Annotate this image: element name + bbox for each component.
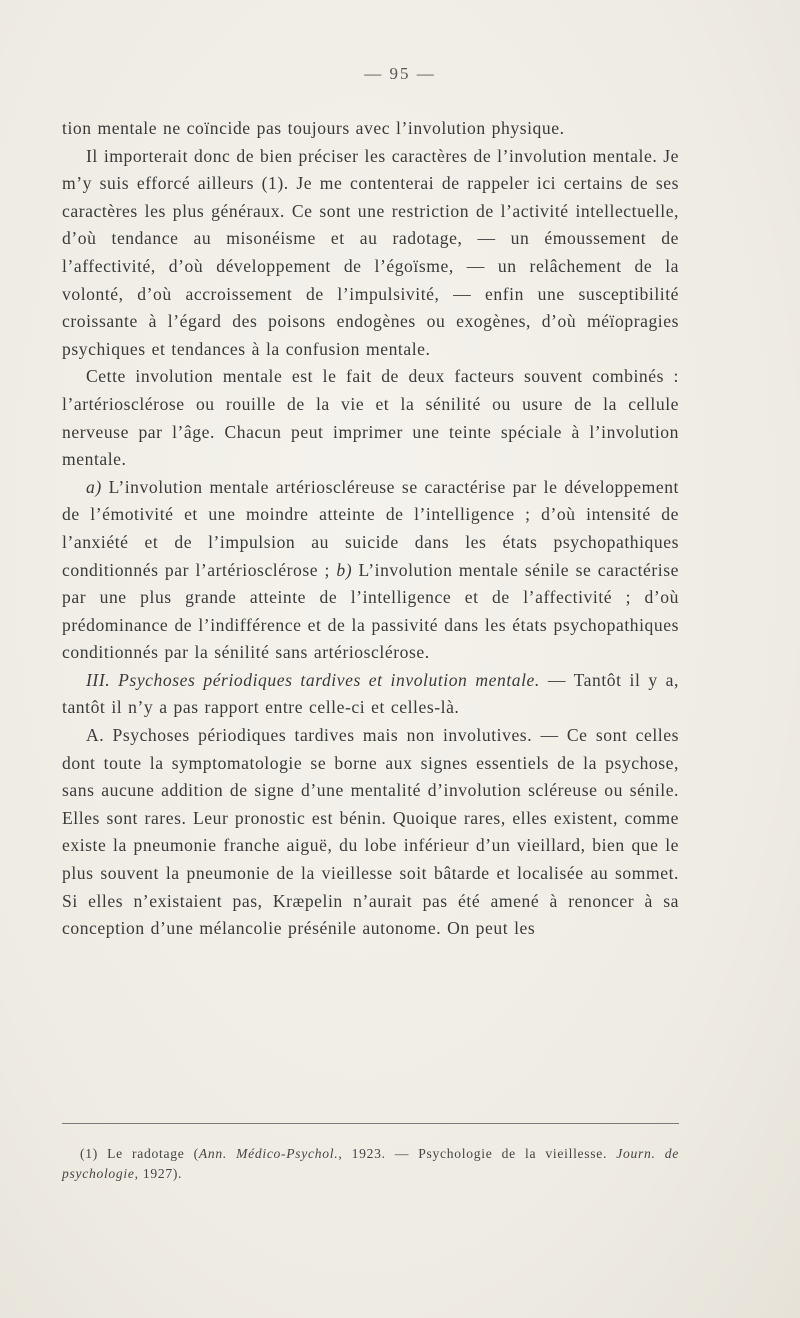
paragraph-involution-characteristics: Il importerait donc de bien préciser les caractères de l’involution mentale. Je m’y suis efforcé ailleurs (1). Je me contenterai de rappeler ici certains de ses caractères les plus généraux. Ce sont une restriction de l’activité intellectuelle, d’où tendance au misonéisme et au radotage, — un émoussement de l’affectivité, d’où développement de l’égoïsme, — un relâchement de la volonté, d’où accroissement de l’impulsivité, — enfin une susceptibilité croissante à l’égard des poisons endogènes ou exogènes, d’où méïopragies psychiques et tendances à la confusion mentale. (62, 145, 679, 359)
item-label-b: b) (336, 559, 353, 580)
item-label-a: a) (86, 476, 102, 497)
page-number: — 95 — (364, 64, 436, 83)
section-intro-text: — Tantôt il y a, tantôt il n’y a pas rapport entre celle-ci et celles-là. (62, 669, 679, 718)
item-text-b: L’involution mentale sénile se caractérise par une plus grande atteinte de l’intelligence et de l’affectivité ; d’où prédominance de l’indifférence et de la passivité dans les états psychopathiques conditionnés par la sénilité sans artériosclérose. (62, 559, 679, 663)
footnote-journal-2: Journ. de psychologie (62, 1146, 679, 1181)
body-text (62, 115, 679, 943)
paragraph-involution-types (62, 474, 679, 667)
paragraph-continuation: tion mentale ne coïncide pas toujours avec l’involution physique. (62, 118, 565, 138)
item-text-a: L’involution mentale artérioscléreuse se caractérise par le développement de l’émotivité et une moindre atteinte de l’intelligence ; d’où intensité de l’anxiété et de l’impulsion au suicide dans les états psychopathiques conditionnés par l’artériosclérose ; (62, 476, 679, 580)
footnote-rule (62, 1123, 679, 1124)
section-heading: III. Psychoses périodiques tardives et involution mentale. (86, 669, 540, 690)
section-III (62, 667, 679, 722)
footnote-prefix: (1) Le radotage ( (80, 1146, 199, 1161)
footnote-middle: , 1923. — Psychologie de la vieillesse. (338, 1146, 617, 1161)
footnote-journal-1: Ann. Médico-Psychol. (198, 1146, 339, 1161)
footnote-suffix: , 1927). (134, 1166, 183, 1181)
paragraph-section-A: A. Psychoses périodiques tardives mais non involutives. — Ce sont celles dont toute la symptomatologie se borne aux signes essentiels de la psychose, sans aucune addition de signe d’une mentalité d’involution scléreuse ou sénile. Elles sont rares. Leur pronostic est bénin. Quoique rares, elles existent, comme existe la pneumonie franche aiguë, du lobe inférieur d’un vieillard, bien que le plus souvent la pneumonie de la vieillesse soit bâtarde et localisée au sommet. Si elles n’existaient pas, Kræpelin n’aurait pas été amené à renoncer à sa conception d’une mélancolie présénile autonome. On peut les (62, 725, 679, 939)
paragraph-two-factors: Cette involution mentale est le fait de deux facteurs souvent combinés : l’artériosclérose ou rouille de la vie et la sénilité ou usure de la cellule nerveuse par l’âge. Chacun peut imprimer une teinte spéciale à l’involution mentale. (62, 366, 679, 470)
footnote (62, 1144, 679, 1184)
